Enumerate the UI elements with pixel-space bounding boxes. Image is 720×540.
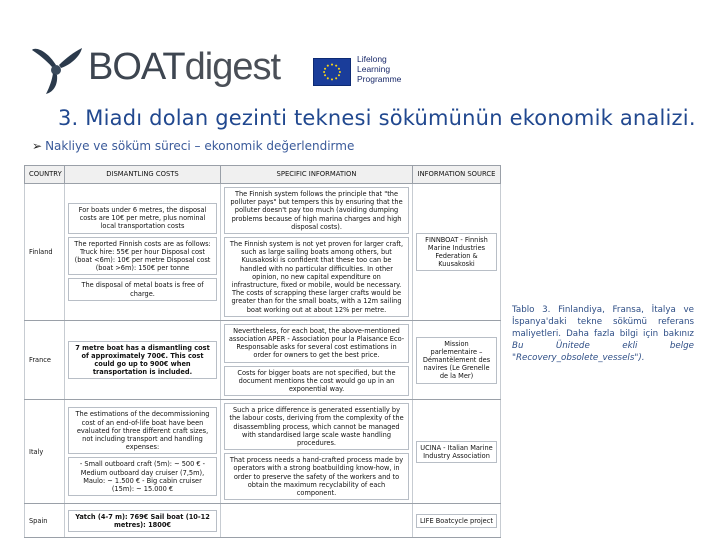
cost-item: - Small outboard craft (5m): ~ 500 € - Medium outboard day cruiser (7,5m), Maulo: ~ 1.500 € - Big cabin cruiser (15m): ~ 15.000 € <box>68 457 217 496</box>
source-cell <box>413 184 501 321</box>
info-cell <box>221 320 413 399</box>
country-cell: Italy <box>25 400 65 504</box>
column-header-source: INFORMATION SOURCE <box>413 166 501 184</box>
table-row-italy <box>25 400 501 504</box>
costs-cell <box>65 504 221 538</box>
header <box>30 38 530 100</box>
costs-cell <box>65 184 221 321</box>
boat-propeller-logo-icon <box>30 40 84 96</box>
caption-note-prefix: Daha fazla bilgi için bakınız <box>566 329 694 339</box>
info-item: That process needs a hand-crafted process made by operators with a strong boatbuilding know-how, in order to preserve the safety of the workers and to obtain the maximum recyclability of each component. <box>224 453 409 500</box>
costs-cell <box>65 320 221 399</box>
source-cell <box>413 504 501 538</box>
brand-wordmark <box>88 46 280 89</box>
column-header-info: SPECIFIC INFORMATION <box>221 166 413 184</box>
column-header-country: COUNTRY <box>25 166 65 184</box>
costs-cell <box>65 400 221 504</box>
country-cell: France <box>25 320 65 399</box>
source-item: LIFE Boatcycle project <box>416 514 497 528</box>
country-cell: Finland <box>25 184 65 321</box>
cost-item: 7 metre boat has a dismantling cost of approximately 700€. This cost could go up to 900€ when transportation is included. <box>68 341 217 380</box>
table-row-france <box>25 320 501 399</box>
brand-suffix: digest <box>184 46 281 88</box>
programme-line: Learning <box>357 64 391 74</box>
table-caption <box>512 304 694 364</box>
info-item: The Finnish system follows the principle that "the polluter pays" but tempers this by ensuring that the polluter doesn't pay too much (avoiding dumping problems because of high marina charges and high disposal costs). <box>224 187 409 234</box>
bullet-arrow-icon: ➢ <box>32 139 43 153</box>
info-cell <box>221 400 413 504</box>
cost-table <box>24 165 500 537</box>
section-subtitle <box>32 139 354 153</box>
column-header-costs: DISMANTLING COSTS <box>65 166 221 184</box>
info-cell <box>221 504 413 538</box>
info-item: Costs for bigger boats are not specified, but the document mentions the cost would go up in an exponential way. <box>224 366 409 397</box>
cost-item: Yatch (4-7 m): 769€ Sail boat (10-12 metres): 1800€ <box>68 510 217 532</box>
info-item: Such a price difference is generated essentially by the labour costs, deriving from the complexity of the disassembling process, which cannot be managed with standardised large scale waste handling procedures. <box>224 403 409 450</box>
cost-item: The reported Finnish costs are as follows: Truck hire: 55€ per hour Disposal cost (boat <6m): 10€ per metre Disposal cost (boat >6m): 150€ per tonne <box>68 237 217 276</box>
source-cell <box>413 320 501 399</box>
source-cell <box>413 400 501 504</box>
source-item: Mission parlementaire – Démantèlement des navires (Le Grenelle de la Mer) <box>416 337 497 384</box>
page-title: 3. Miadı dolan gezinti teknesi sökümünün ekonomik analizi. <box>58 106 696 130</box>
programme-line: Programme <box>357 74 402 84</box>
table-header-row <box>25 166 501 184</box>
brand-prefix: BOAT <box>88 46 185 88</box>
caption-text: Tablo 3. Finlandiya, Fransa, İtalya ve İspanya'daki tekne sökümü referans maliyetleri. <box>512 305 694 339</box>
eu-flag-icon <box>313 58 351 86</box>
subtitle-text: Nakliye ve söküm süreci – ekonomik değerlendirme <box>45 139 355 153</box>
cost-item: For boats under 6 metres, the disposal costs are 10€ per metre, plus nominal local transportation costs <box>68 203 217 234</box>
table-row-finland <box>25 184 501 321</box>
info-item: Nevertheless, for each boat, the above-mentioned association APER - Association pour la Plaisance Eco-Responsable asks for several cost estimations in order for owners to get the best price. <box>224 324 409 363</box>
info-cell <box>221 184 413 321</box>
programme-line: Lifelong <box>357 54 387 64</box>
cost-item: The estimations of the decommissioning cost of an end-of-life boat have been evaluated for three different craft sizes, not including transport and handling expenses: <box>68 407 217 454</box>
country-cell: Spain <box>25 504 65 538</box>
source-item: FINNBOAT - Finnish Marine Industries Federation & Kuusakoski <box>416 233 497 272</box>
info-item: The Finnish system is not yet proven for larger craft, such as large sailing boats among others, but Kuusakoski is confident that these too can be handled with no particular difficulties. In other opinion, no new capital expenditure on infrastructure, fixed or mobile, would be necessary. The costs of scrapping these larger crafts would be greater than for the small boats, with a 12m sailing boat working out at about 12% per metre. <box>224 237 409 317</box>
caption-note-document: Bu Ünitede ekli belge "Recovery_obsolete_vessels"). <box>512 341 694 363</box>
cost-item: The disposal of metal boats is free of charge. <box>68 278 217 300</box>
source-item: UCINA - Italian Marine Industry Association <box>416 441 497 463</box>
programme-label <box>357 54 401 84</box>
table-row-spain <box>25 504 501 538</box>
